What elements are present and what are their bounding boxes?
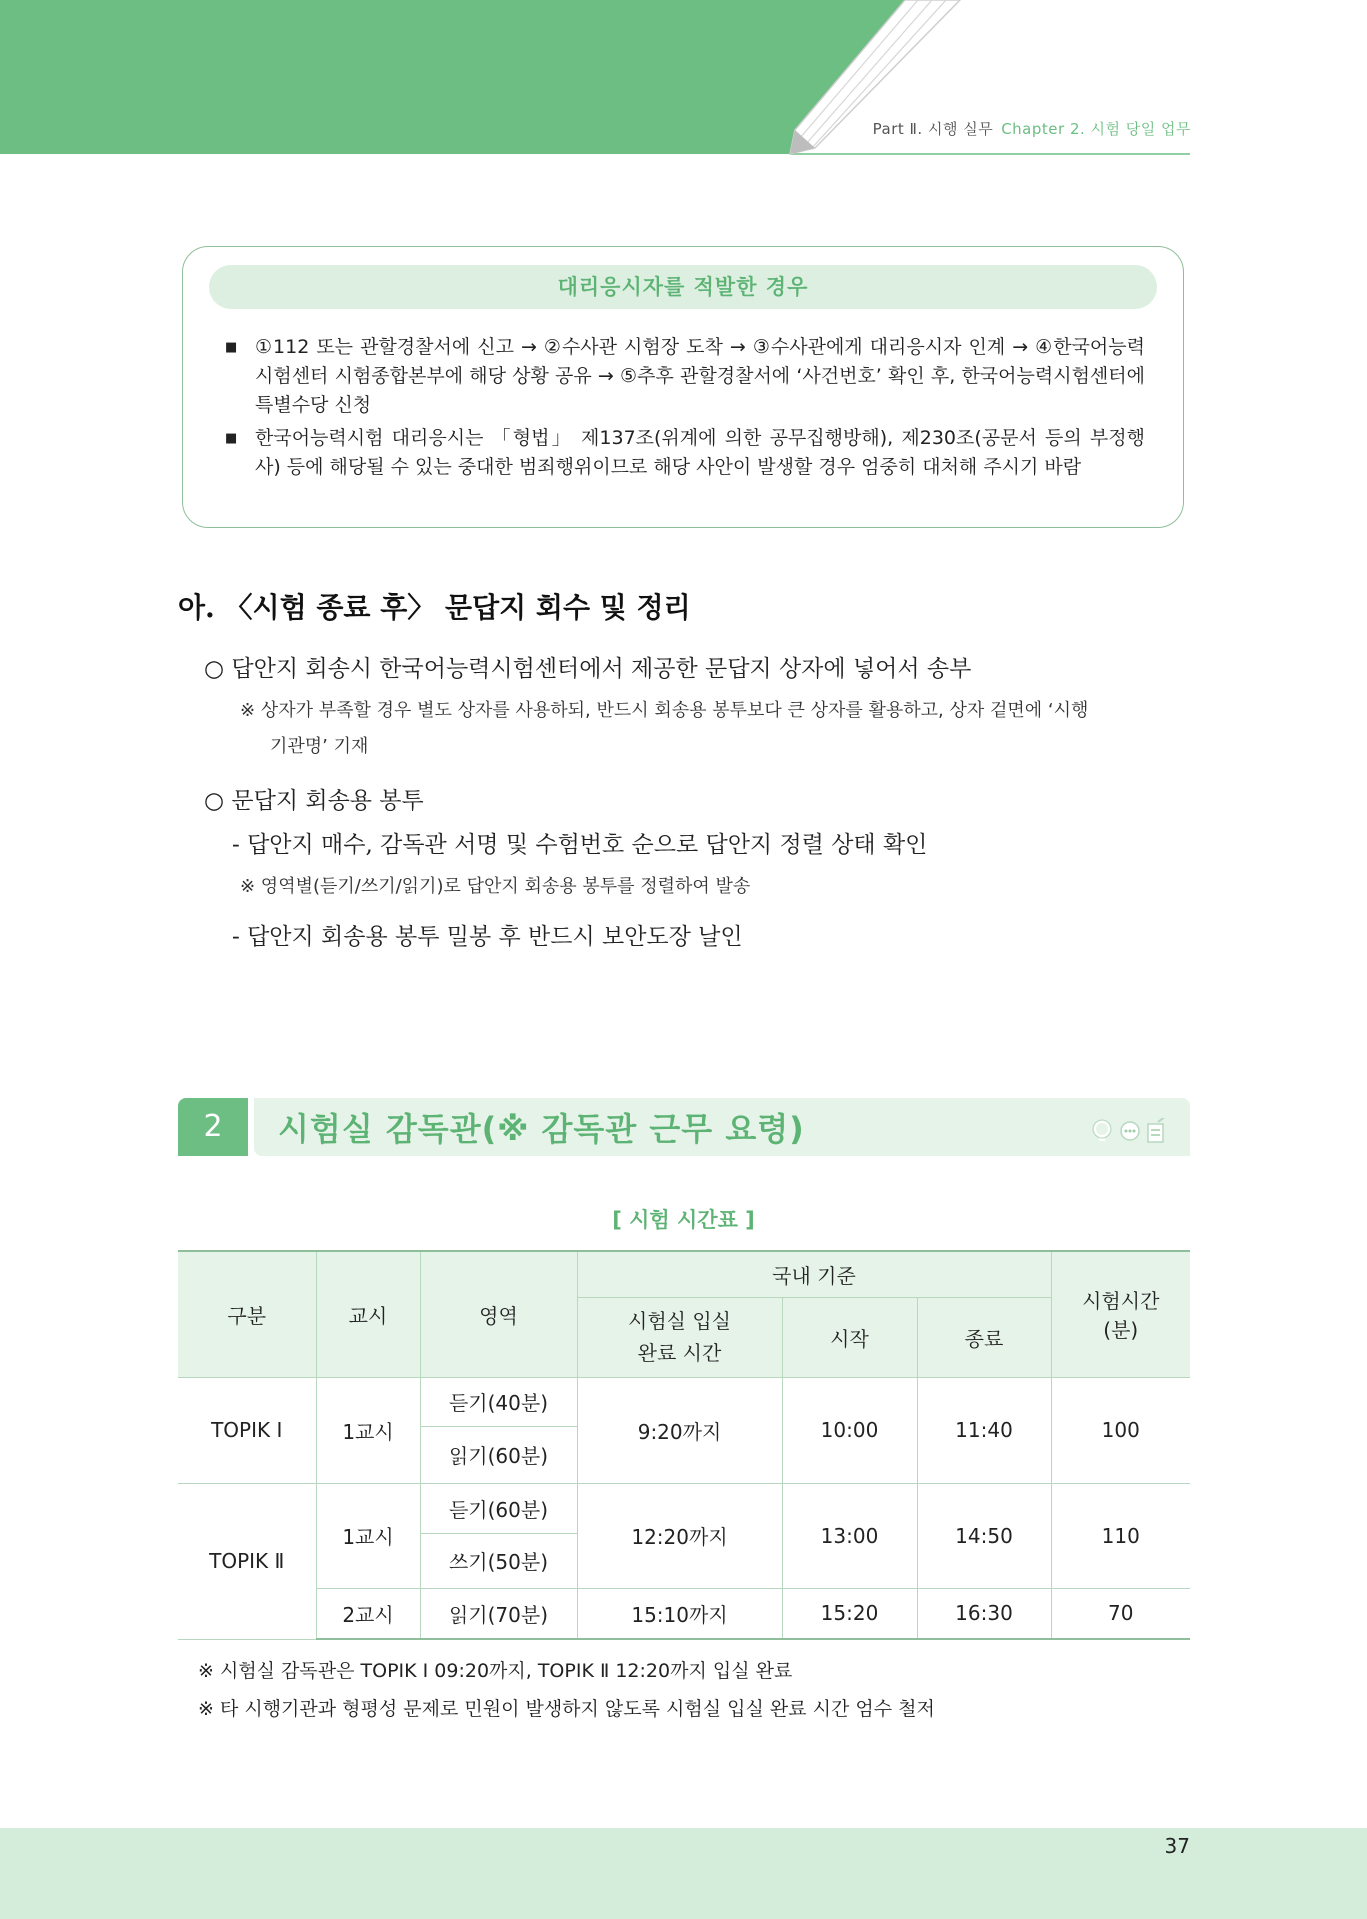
col-header-area: 영역 — [420, 1251, 577, 1377]
note-sort-by-area: ※ 영역별(듣기/쓰기/읽기)로 답안지 회송용 봉투를 정렬하여 발송 — [240, 876, 751, 897]
cell-end: 11:40 — [917, 1377, 1051, 1483]
cell-duration: 100 — [1051, 1377, 1190, 1483]
header-chapter: Chapter 2. 시험 당일 업무 — [1001, 120, 1191, 138]
notice-item: ■ 한국어능력시험 대리응시는 「형법」 제137조(위계에 의한 공무집행방해), 제230조(공문서 등의 부정행사) 등에 해당될 수 있는 중대한 범죄행위이므로 해당 사안이 발생할 경우 엄중히 대처해 주시기 바람 — [225, 424, 1145, 482]
cell-start: 13:00 — [782, 1483, 917, 1588]
notice-list — [225, 333, 1145, 486]
cell-duration: 70 — [1051, 1588, 1190, 1639]
cell-end: 16:30 — [917, 1588, 1051, 1639]
section-heading: 아. 〈시험 종료 후〉 문답지 회수 및 정리 — [178, 591, 691, 624]
col-header-entry — [577, 1297, 782, 1377]
col-header-period: 교시 — [316, 1251, 420, 1377]
cell-end: 14:50 — [917, 1483, 1051, 1588]
col-header-duration — [1051, 1251, 1190, 1377]
section2-title: 시험실 감독관(※ 감독관 근무 요령) — [278, 1110, 805, 1148]
exam-schedule-table — [178, 1250, 1190, 1640]
section2-number: 2 — [178, 1098, 248, 1156]
bullet-return-envelope: ○ 문답지 회송용 봉투 — [204, 788, 424, 814]
cell-category: TOPIK Ⅰ — [178, 1377, 316, 1483]
col-header-start: 시작 — [782, 1297, 917, 1377]
chat-icon — [1121, 1122, 1139, 1140]
cell-area: 읽기(70분) — [420, 1588, 577, 1639]
table-note: ※ 타 시행기관과 형평성 문제로 민원이 발생하지 않도록 시험실 입실 완료 시간 엄수 철저 — [198, 1698, 935, 1720]
col-header-category: 구분 — [178, 1251, 316, 1377]
entry-line2: 완료 시간 — [637, 1341, 722, 1365]
cell-area: 읽기(60분) — [420, 1426, 577, 1483]
cell-period: 2교시 — [316, 1588, 420, 1639]
col-header-domestic: 국내 기준 — [577, 1251, 1051, 1297]
notice-item: ■ ①112 또는 관할경찰서에 신고 → ②수사관 시험장 도착 → ③수사관에게 대리응시자 인계 → ④한국어능력시험센터 시험종합본부에 해당 상황 공유 → ⑤추후 관할경찰서에 ‘사건번호’ 확인 후, 한국어능력시험센터에 특별수당 신청 — [225, 333, 1145, 420]
duration-line1: 시험시간 — [1082, 1289, 1160, 1314]
cell-start: 10:00 — [782, 1377, 917, 1483]
table-row — [178, 1588, 1190, 1639]
note-box-shortage: ※ 상자가 부족할 경우 별도 상자를 사용하되, 반드시 회송용 봉투보다 큰 상자를 활용하고, 상자 겉면에 ‘시행 — [240, 700, 1089, 721]
bullet-return-answer-sheets: ○ 답안지 회송시 한국어능력시험센터에서 제공한 문답지 상자에 넣어서 송부 — [204, 656, 972, 682]
cell-category: TOPIK Ⅱ — [178, 1483, 316, 1639]
cell-period: 1교시 — [316, 1483, 420, 1588]
cell-entry: 9:20까지 — [577, 1377, 782, 1483]
lightbulb-icon — [1093, 1120, 1111, 1141]
cell-entry: 15:10까지 — [577, 1588, 782, 1639]
table-caption: [ 시험 시간표 ] — [612, 1208, 755, 1232]
cell-area: 쓰기(50분) — [420, 1533, 577, 1588]
cell-area: 듣기(60분) — [420, 1483, 577, 1533]
table-header-row — [178, 1251, 1190, 1297]
notice-box — [182, 246, 1184, 528]
dash-seal-envelope: - 답안지 회송용 봉투 밀봉 후 반드시 보안도장 날인 — [232, 924, 743, 950]
cell-duration: 110 — [1051, 1483, 1190, 1588]
page-number: 37 — [1164, 1834, 1190, 1858]
cell-period: 1교시 — [316, 1377, 420, 1483]
section2-icons — [1090, 1118, 1170, 1146]
entry-line1: 시험실 입실 — [628, 1309, 731, 1333]
table-note: ※ 시험실 감독관은 TOPIK Ⅰ 09:20까지, TOPIK Ⅱ 12:20까지 입실 완료 — [198, 1660, 793, 1682]
cell-area: 듣기(40분) — [420, 1377, 577, 1426]
footer-band — [0, 1828, 1367, 1919]
duration-line2: (분) — [1103, 1318, 1139, 1343]
dash-check-order: - 답안지 매수, 감독관 서명 및 수험번호 순으로 답안지 정렬 상태 확인 — [232, 832, 928, 858]
cell-entry: 12:20까지 — [577, 1483, 782, 1588]
col-header-end: 종료 — [917, 1297, 1051, 1377]
table-row — [178, 1377, 1190, 1426]
cell-start: 15:20 — [782, 1588, 917, 1639]
note-box-shortage-cont: 기관명’ 기재 — [270, 736, 369, 757]
header-part: Part Ⅱ. 시행 실무 — [872, 120, 994, 138]
notice-title: 대리응시자를 적발한 경우 — [209, 265, 1157, 309]
running-header — [873, 118, 1191, 139]
memo-icon — [1148, 1118, 1166, 1142]
table-row — [178, 1483, 1190, 1533]
